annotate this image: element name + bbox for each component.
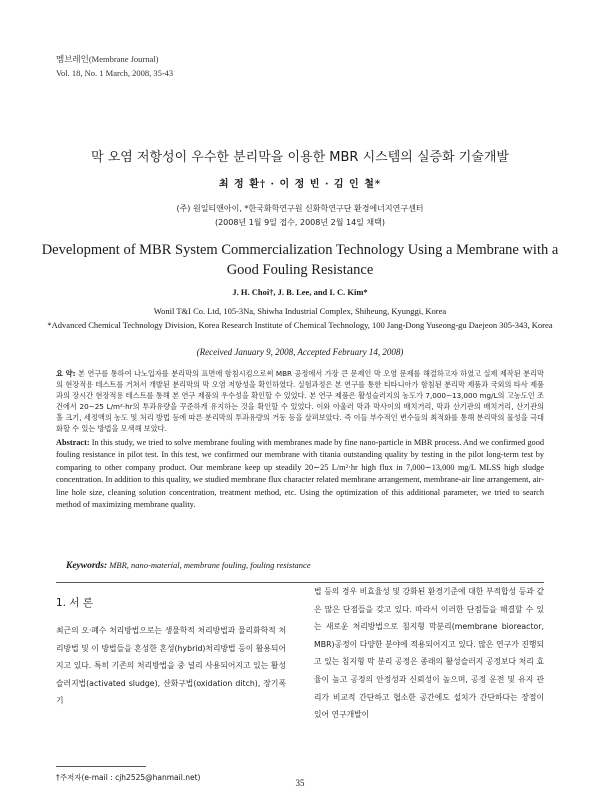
english-abstract [56, 437, 544, 511]
body-column-right: 법 등의 경우 비효율성 및 강화된 환경기준에 대한 부적합성 등과 같은 많은 단점들을 갖고 있다. 따라서 이러한 단점들을 해결할 수 있는 새로운 처리방법으로 침지형 막분리(membrane bioreactor, MBR)공정이 다양한 분야에 적용되어지고 있다. 많은 연구가 진행되고 있는 침지형 막 분리 공정은 종래의 활성슬러지 공정보다 처리 효율이 높고 공정의 안정성과 신뢰성이 높으며, 공정 운전 및 유지 관리가 비교적 간단하고 협소한 공간에도 설치가 간단하다는 장점이 있어 연구개발이 [314, 587, 544, 720]
keywords-text: MBR, nano-material, membrane fouling, fouling resistance [109, 560, 311, 570]
footnote-rule [56, 766, 146, 767]
english-title: Development of MBR System Commercialization Technology Using a Membrane with a Good Fouling Resistance [41, 242, 559, 278]
english-authors: J. H. Choi†, J. B. Lee, and I. C. Kim* [232, 287, 368, 297]
journal-volume: Vol. 18, No. 1 March, 2008, 35-43 [56, 68, 174, 78]
korean-title: 막 오염 저항성이 우수한 분리막을 이용한 MBR 시스템의 실증화 기술개발 [91, 150, 509, 165]
keywords-label: Keywords: [66, 561, 108, 571]
english-abstract-text: In this study, we tried to solve membrane fouling with membranes made by fine nano-particle in MBR process. And we confirmed good fouling resistance in pilot test. In this test, we confirmed our membrane with titania outstanding quality by testing in the pilot long-term test by comparing to other company product. Our membrane keep up steadily 20∼25 L/m²·hr high flux in 7,000∼13,000 mg/L MLSS high sludge concentration. In addition to this quality, we studied membrane flux character related membrane arrangement, membrane-air line arrangement, air-line hole size, cleaning solution concentration, treatment method, etc. Using the optimization of this additional parameter, we tried to search method of maximizing membrane quality. [56, 438, 544, 510]
journal-header [56, 52, 173, 80]
korean-affiliation: (주) 원일티앤아이, *한국화학연구원 신화학연구단 환경에너지연구센터 [176, 204, 424, 213]
english-affiliation-block [30, 305, 570, 332]
english-affiliation-1: Wonil T&I Co. Ltd, 105-3Na, Shiwha Industrial Complex, Shiheung, Kyunggi, Korea [153, 306, 447, 316]
english-abstract-label: Abstract: [56, 438, 90, 447]
korean-dates: (2008년 1월 9일 접수, 2008년 2월 14일 채택) [214, 218, 386, 227]
footnote: †주저자(e-mail : cjh2525@hanmail.net) [56, 773, 201, 782]
received-dates: (Received January 9, 2008, Accepted February 14, 2008) [196, 347, 404, 357]
section-heading: 1. 서 론 [56, 597, 93, 609]
korean-authors: 최 정 환† · 이 정 빈 · 김 인 철* [218, 179, 382, 190]
page-number: 35 [295, 778, 305, 788]
korean-abstract-label: 요 약: [56, 369, 76, 378]
korean-abstract [56, 368, 544, 434]
journal-name: 멤브레인(Membrane Journal) [56, 54, 159, 64]
korean-abstract-text: 본 연구를 통하여 나노입자를 분리막의 표면에 함침시킴으로써 MBR 공정에서 가장 큰 문제인 막 오염 문제를 해결하고자 하였고 실제 제작된 분리막의 현장적용 테스트를 거쳐서 개발된 분리막의 막 오염 저항성을 확인하였다. 실험과정은 본 연구를 통한 티타니아가 함침된 분리막 제품과 국외의 타사 제품과의 장시간 현장적용 테스트를 통해 본 연구 제품의 우수성을 확인할 수 있었다. 본 연구 제품은 활성슬러지의 농도가 7,000∼13,000 mg/L의 고농도인 조건에서 20∼25 L/m²·hr의 투과유량을 꾸준하게 유지하는 것을 확인할 수 있었다. 이와 아울러 막과 막사이의 배치거리, 막과 산기관의 배치거리, 산기관의 홀 크기, 세정액의 농도 및 처리 방법 등에 따른 분리막의 투과유량의 거동 등을 살펴보았다. 즉 이들 부수적인 변수들의 최적화를 통해 분리막의 물성을 극대화할 수 있는 방법을 모색해 보았다. [56, 369, 544, 433]
body-column-left: 최근의 오·폐수 처리방법으로는 생물학적 처리방법과 물리화학적 처리방법 및 이 방법들을 혼성한 혼성(hybrid)처리방법 등이 활용되어지고 있다. 특히 기존의 처리방법을 중 널리 사용되어지고 있는 활성 슬러지법(activated sludge), 산화구법(oxidation ditch), 장기폭기 [56, 626, 286, 706]
english-affiliation-2: *Advanced Chemical Technology Division, Korea Research Institute of Chemical Technology, 100 Jang-Dong Yuseong-gu Daejeon 305-343, Korea [47, 319, 553, 330]
keywords [66, 560, 544, 571]
korean-affiliation-block [0, 202, 600, 230]
